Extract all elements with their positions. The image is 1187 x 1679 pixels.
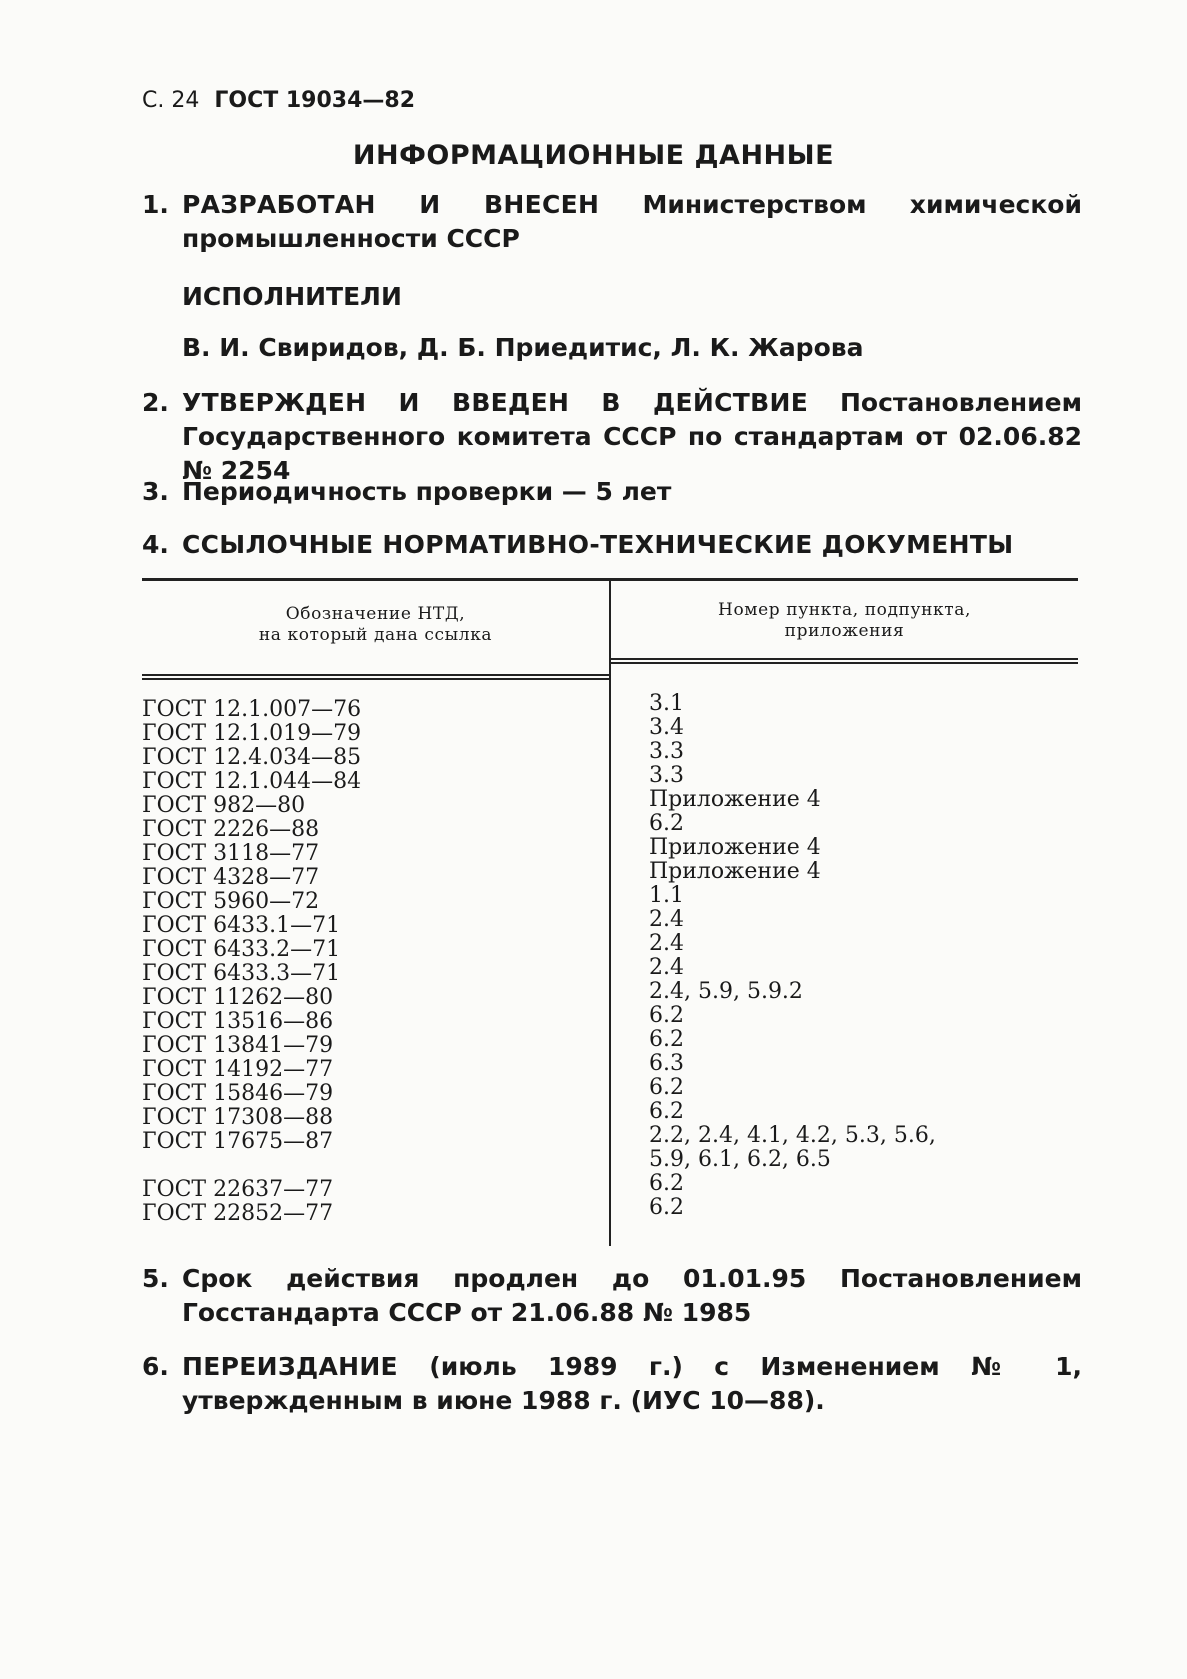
item-caps: УТВЕРЖДЕН И ВВЕДЕН В ДЕЙСТВИЕ bbox=[182, 388, 809, 417]
item-2 bbox=[142, 386, 1082, 488]
executors-label: ИСПОЛНИТЕЛИ bbox=[182, 282, 402, 311]
item-caps: РАЗРАБОТАН И ВНЕСЕН bbox=[182, 190, 600, 219]
table-cell-doc: ГОСТ 2226—88 bbox=[142, 817, 320, 842]
table-cell-doc: ГОСТ 4328—77 bbox=[142, 865, 320, 890]
table-cell-doc: ГОСТ 11262—80 bbox=[142, 985, 334, 1010]
table-cell-doc: ГОСТ 12.1.019—79 bbox=[142, 721, 362, 746]
table-cell-ref: 2.4 bbox=[649, 955, 684, 980]
item-text: (июль 1989 г.) с Изменением № 1, утвержденным в июне 1988 г. (ИУС 10—88). bbox=[182, 1352, 1082, 1415]
table-cell-ref: 6.2 bbox=[649, 1195, 684, 1220]
table-cell-doc: ГОСТ 6433.3—71 bbox=[142, 961, 341, 986]
table-cell-ref: 6.2 bbox=[649, 1099, 684, 1124]
section-title: ИНФОРМАЦИОННЫЕ ДАННЫЕ bbox=[352, 140, 835, 171]
table-cell-doc: ГОСТ 22637—77 bbox=[142, 1177, 334, 1202]
item-number: 4. bbox=[142, 530, 169, 559]
table-cell-doc: ГОСТ 17675—87 bbox=[142, 1129, 334, 1154]
item-text: Министерством химической промышленности СССР bbox=[182, 190, 1083, 253]
table-cell-ref: 2.2, 2.4, 4.1, 4.2, 5.3, 5.6, 5.9, 6.1, 6.2, 6.5 bbox=[649, 1123, 936, 1172]
table-cell-ref: 6.2 bbox=[649, 1075, 684, 1100]
table-cell-doc: ГОСТ 17308—88 bbox=[142, 1105, 334, 1130]
table-cell-doc: ГОСТ 13516—86 bbox=[142, 1009, 334, 1034]
table-cell-ref: 6.2 bbox=[649, 1171, 684, 1196]
item-text: Срок действия продлен до 01.01.95 Постановлением Госстандарта СССР от 21.06.88 № 1985 bbox=[182, 1264, 1082, 1327]
table-header-rule-right-1 bbox=[609, 658, 1078, 660]
item-number: 1. bbox=[142, 190, 169, 219]
table-cell-doc: ГОСТ 15846—79 bbox=[142, 1081, 334, 1106]
table-cell-doc: ГОСТ 6433.1—71 bbox=[142, 913, 341, 938]
table-cell-ref: 6.3 bbox=[649, 1051, 684, 1076]
item-text: Постановлением Государственного комитета СССР по стандартам от 02.06.82 № 2254 bbox=[182, 388, 1082, 485]
table-doc-column bbox=[142, 698, 361, 1226]
table-cell-ref: 3.1 bbox=[649, 691, 684, 716]
table-cell-ref: 3.3 bbox=[649, 763, 684, 788]
item-number: 2. bbox=[142, 388, 169, 417]
table-cell-doc: ГОСТ 13841—79 bbox=[142, 1033, 334, 1058]
table-cell-doc: ГОСТ 6433.2—71 bbox=[142, 937, 341, 962]
table-cell-ref: 3.3 bbox=[649, 739, 684, 764]
standard-code: ГОСТ 19034—82 bbox=[214, 88, 416, 113]
table-cell-ref: 2.4 bbox=[649, 931, 684, 956]
table-cell-ref: 1.1 bbox=[649, 883, 684, 908]
table-cell-ref: 2.4 bbox=[649, 907, 684, 932]
table-cell-ref: Приложение 4 bbox=[649, 787, 821, 812]
table-header-rule-left-2 bbox=[142, 678, 609, 680]
item-text: Периодичность проверки — 5 лет bbox=[182, 477, 672, 506]
table-header-right: Номер пункта, подпункта, приложения bbox=[718, 600, 971, 641]
table-cell-doc: ГОСТ 3118—77 bbox=[142, 841, 320, 866]
table-cell-doc: ГОСТ 5960—72 bbox=[142, 889, 320, 914]
table-cell-ref: Приложение 4 bbox=[649, 859, 821, 884]
item-5 bbox=[142, 1262, 1082, 1330]
reference-table bbox=[142, 578, 1078, 1246]
item-4 bbox=[142, 528, 1082, 562]
item-number: 6. bbox=[142, 1352, 169, 1381]
table-cell-ref: 3.4 bbox=[649, 715, 684, 740]
table-cell-ref: 6.2 bbox=[649, 1027, 684, 1052]
item-caps: ССЫЛОЧНЫЕ НОРМАТИВНО-ТЕХНИЧЕСКИЕ ДОКУМЕНТЫ bbox=[182, 530, 1014, 559]
table-header-left: Обозначение НТД, на который дана ссылка bbox=[258, 604, 493, 645]
item-1 bbox=[142, 188, 1082, 256]
table-cell-doc: ГОСТ 22852—77 bbox=[142, 1201, 334, 1226]
item-3 bbox=[142, 475, 1082, 509]
page-header bbox=[142, 88, 415, 113]
item-number: 5. bbox=[142, 1264, 169, 1293]
table-cell-doc: ГОСТ 14192—77 bbox=[142, 1057, 334, 1082]
page-number: С. 24 bbox=[142, 88, 200, 113]
table-column-divider bbox=[609, 578, 611, 1246]
table-ref-column bbox=[649, 692, 936, 1220]
item-number: 3. bbox=[142, 477, 169, 506]
item-caps: ПЕРЕИЗДАНИЕ bbox=[182, 1352, 398, 1381]
table-cell-ref: 2.4, 5.9, 5.9.2 bbox=[649, 979, 803, 1004]
table-cell-ref: 6.2 bbox=[649, 811, 684, 836]
table-cell-doc: ГОСТ 12.1.044—84 bbox=[142, 769, 362, 794]
item-6 bbox=[142, 1350, 1082, 1418]
table-header-rule-left-1 bbox=[142, 674, 609, 676]
table-header-rule-right-2 bbox=[609, 662, 1078, 664]
table-cell-doc: ГОСТ 12.4.034—85 bbox=[142, 745, 362, 770]
table-cell-ref: Приложение 4 bbox=[649, 835, 821, 860]
table-cell-ref: 6.2 bbox=[649, 1003, 684, 1028]
table-cell-doc: ГОСТ 982—80 bbox=[142, 793, 306, 818]
table-cell-doc: ГОСТ 12.1.007—76 bbox=[142, 697, 362, 722]
executors-names: В. И. Свиридов, Д. Б. Приедитис, Л. К. Жарова bbox=[182, 333, 864, 362]
